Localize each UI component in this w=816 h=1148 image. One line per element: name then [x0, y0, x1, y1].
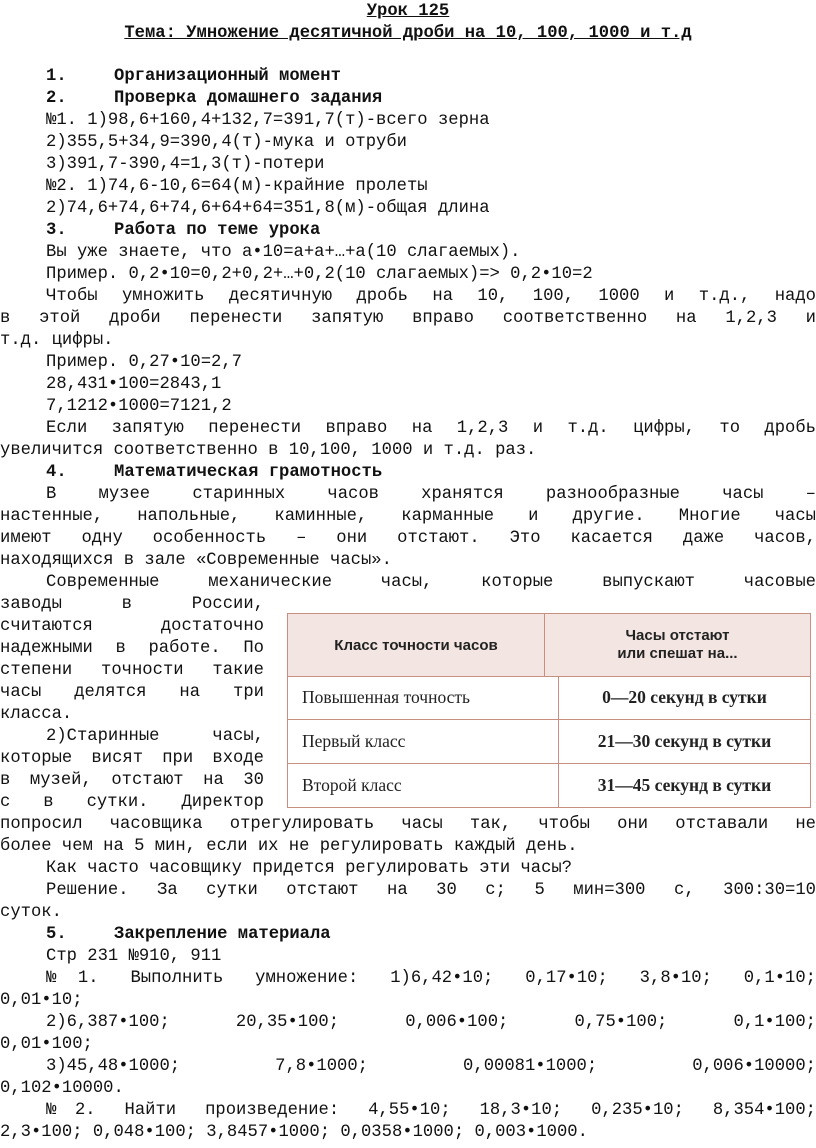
lesson-line: Пример. 0,2•10=0,2+0,2+…+0,2(10 слагаемых)=> 0,2•10=2 — [46, 265, 593, 284]
homework-line: 2)355,5+34,9=390,4(т)-мука и отруби — [46, 133, 407, 152]
section-title: Работа по теме урока — [114, 221, 321, 240]
literacy-line: имеют одну особенность – они отстают. Это касается даже часов, — [0, 529, 816, 548]
literacy-wrap-line: с в сутки. Директор — [0, 793, 264, 812]
literacy-wrap-line: класса. — [0, 705, 73, 724]
rule-line: т.д. цифры. — [0, 331, 114, 350]
practice-line: 2,3•100; 0,048•100; 3,8457•1000; 0,0358•1000; 0,003•1000. — [0, 1123, 588, 1142]
example-line: 7,1212•1000=7121,2 — [46, 397, 232, 416]
table-cell: 21—30 секунд в сутки — [597, 731, 772, 751]
practice-line: №1. Выполнить умножение: 1)6,42•10; 0,17•10; 3,8•10; 0,1•10; — [46, 969, 816, 988]
lesson-line: Вы уже знаете, что а•10=а+а+…+а(10 слагаемых). — [46, 243, 521, 262]
practice-line: 0,102•10000. — [0, 1079, 124, 1098]
section-number: 3. — [46, 221, 67, 240]
solution-line: Решение. За сутки отстают на 30 с; 5 мин=300 с, 300:30=10 — [46, 881, 816, 900]
clock-accuracy-table — [287, 613, 811, 808]
literacy-line: В музее старинных часов хранятся разнообразные часы – — [46, 485, 816, 504]
note-line: увеличится соответственно в 10,100, 1000 и т.д. раз. — [0, 441, 537, 460]
literacy-line: более чем на 5 мин, если их не регулировать каждый день. — [0, 837, 578, 856]
homework-line: 3)391,7-390,4=1,3(т)-потери — [46, 155, 325, 174]
section-4-heading — [0, 462, 816, 484]
section-number: 1. — [46, 67, 67, 86]
section-2-heading — [0, 88, 816, 110]
note-line: Если запятую перенести вправо на 1,2,3 и т.д. цифры, то дробь — [46, 419, 816, 438]
solution-line: суток. — [0, 903, 62, 922]
literacy-wrap-line: надежными в работе. По — [0, 639, 264, 658]
literacy-line: находящихся в зале «Современные часы». — [0, 551, 392, 570]
table-header-cell: Класс точности часов — [288, 614, 545, 676]
literacy-wrap-line: часы делятся на три — [0, 683, 264, 702]
practice-line: 0,01•10; — [0, 991, 83, 1010]
literacy-line: Современные механические часы, которые выпускают часовые — [46, 573, 816, 592]
table-cell: 0—20 секунд в сутки — [602, 687, 767, 707]
section-3-heading — [0, 220, 816, 242]
table-row — [288, 719, 810, 763]
section-5-heading — [0, 924, 816, 946]
lesson-title: Урок 125 — [366, 2, 450, 21]
practice-line: 2)6,387•100; 20,35•100; 0,006•100; 0,75•100; 0,1•100; — [46, 1013, 816, 1032]
header-text-line: Часы отстают — [625, 627, 730, 644]
literacy-wrap-line: заводы в России, — [0, 595, 264, 614]
rule-line: Чтобы умножить десятичную дробь на 10, 100, 1000 и т.д., надо — [46, 287, 816, 306]
table-cell: Повышенная точность — [288, 676, 559, 719]
section-number: 4. — [46, 463, 67, 482]
section-title: Математическая грамотность — [114, 463, 383, 482]
homework-line: №2. 1)74,6-10,6=64(м)-крайние пролеты — [46, 177, 428, 196]
table-row — [288, 763, 810, 807]
practice-line: 0,01•100; — [0, 1035, 93, 1054]
rule-line: в этой дроби перенести запятую вправо соответственно на 1,2,3 и — [0, 309, 816, 328]
homework-line: 2)74,6+74,6+74,6+64+64=351,8(м)-общая длина — [46, 199, 490, 218]
lesson-theme: Тема: Умножение десятичной дроби на 10, 100, 1000 и т.д — [124, 24, 692, 43]
literacy-wrap-line: считаются достаточно — [0, 617, 264, 636]
section-number: 5. — [46, 925, 67, 944]
literacy-wrap-line: 2)Старинные часы, — [46, 727, 264, 746]
practice-ref: Стр 231 №910, 911 — [46, 947, 222, 966]
example-line: Пример. 0,27•10=2,7 — [46, 353, 242, 372]
example-line: 28,431•100=2843,1 — [46, 375, 222, 394]
table-cell: Второй класс — [288, 764, 559, 807]
table-header-row — [288, 614, 810, 677]
header-text-line: или спешат на... — [617, 645, 738, 662]
question-line: Как часто часовщику придется регулировать эти часы? — [46, 859, 573, 878]
section-title: Проверка домашнего задания — [114, 89, 383, 108]
table-header-cell — [545, 614, 810, 676]
literacy-line: настенные, напольные, каминные, карманные и другие. Многие часы — [0, 507, 816, 526]
table-cell: 31—45 секунд в сутки — [597, 775, 772, 795]
practice-line: №2. Найти произведение: 4,55•10; 18,3•10; 0,235•10; 8,354•100; — [46, 1101, 816, 1120]
section-1-heading — [0, 66, 816, 88]
section-number: 2. — [46, 89, 67, 108]
section-title: Организационный момент — [114, 67, 341, 86]
table-row — [288, 676, 810, 719]
practice-line: 3)45,48•1000; 7,8•1000; 0,00081•1000; 0,006•10000; — [46, 1057, 816, 1076]
table-cell: Первый класс — [288, 720, 559, 763]
literacy-wrap-line: которые висят при входе — [0, 749, 264, 768]
literacy-wrap-line: в музей, отстают на 30 — [0, 771, 264, 790]
literacy-wrap-line: степени точности такие — [0, 661, 264, 680]
literacy-line: попросил часовщика отрегулировать часы так, чтобы они отставали не — [0, 815, 816, 834]
homework-line: №1. 1)98,6+160,4+132,7=391,7(т)-всего зерна — [46, 111, 490, 130]
section-title: Закрепление материала — [114, 925, 331, 944]
